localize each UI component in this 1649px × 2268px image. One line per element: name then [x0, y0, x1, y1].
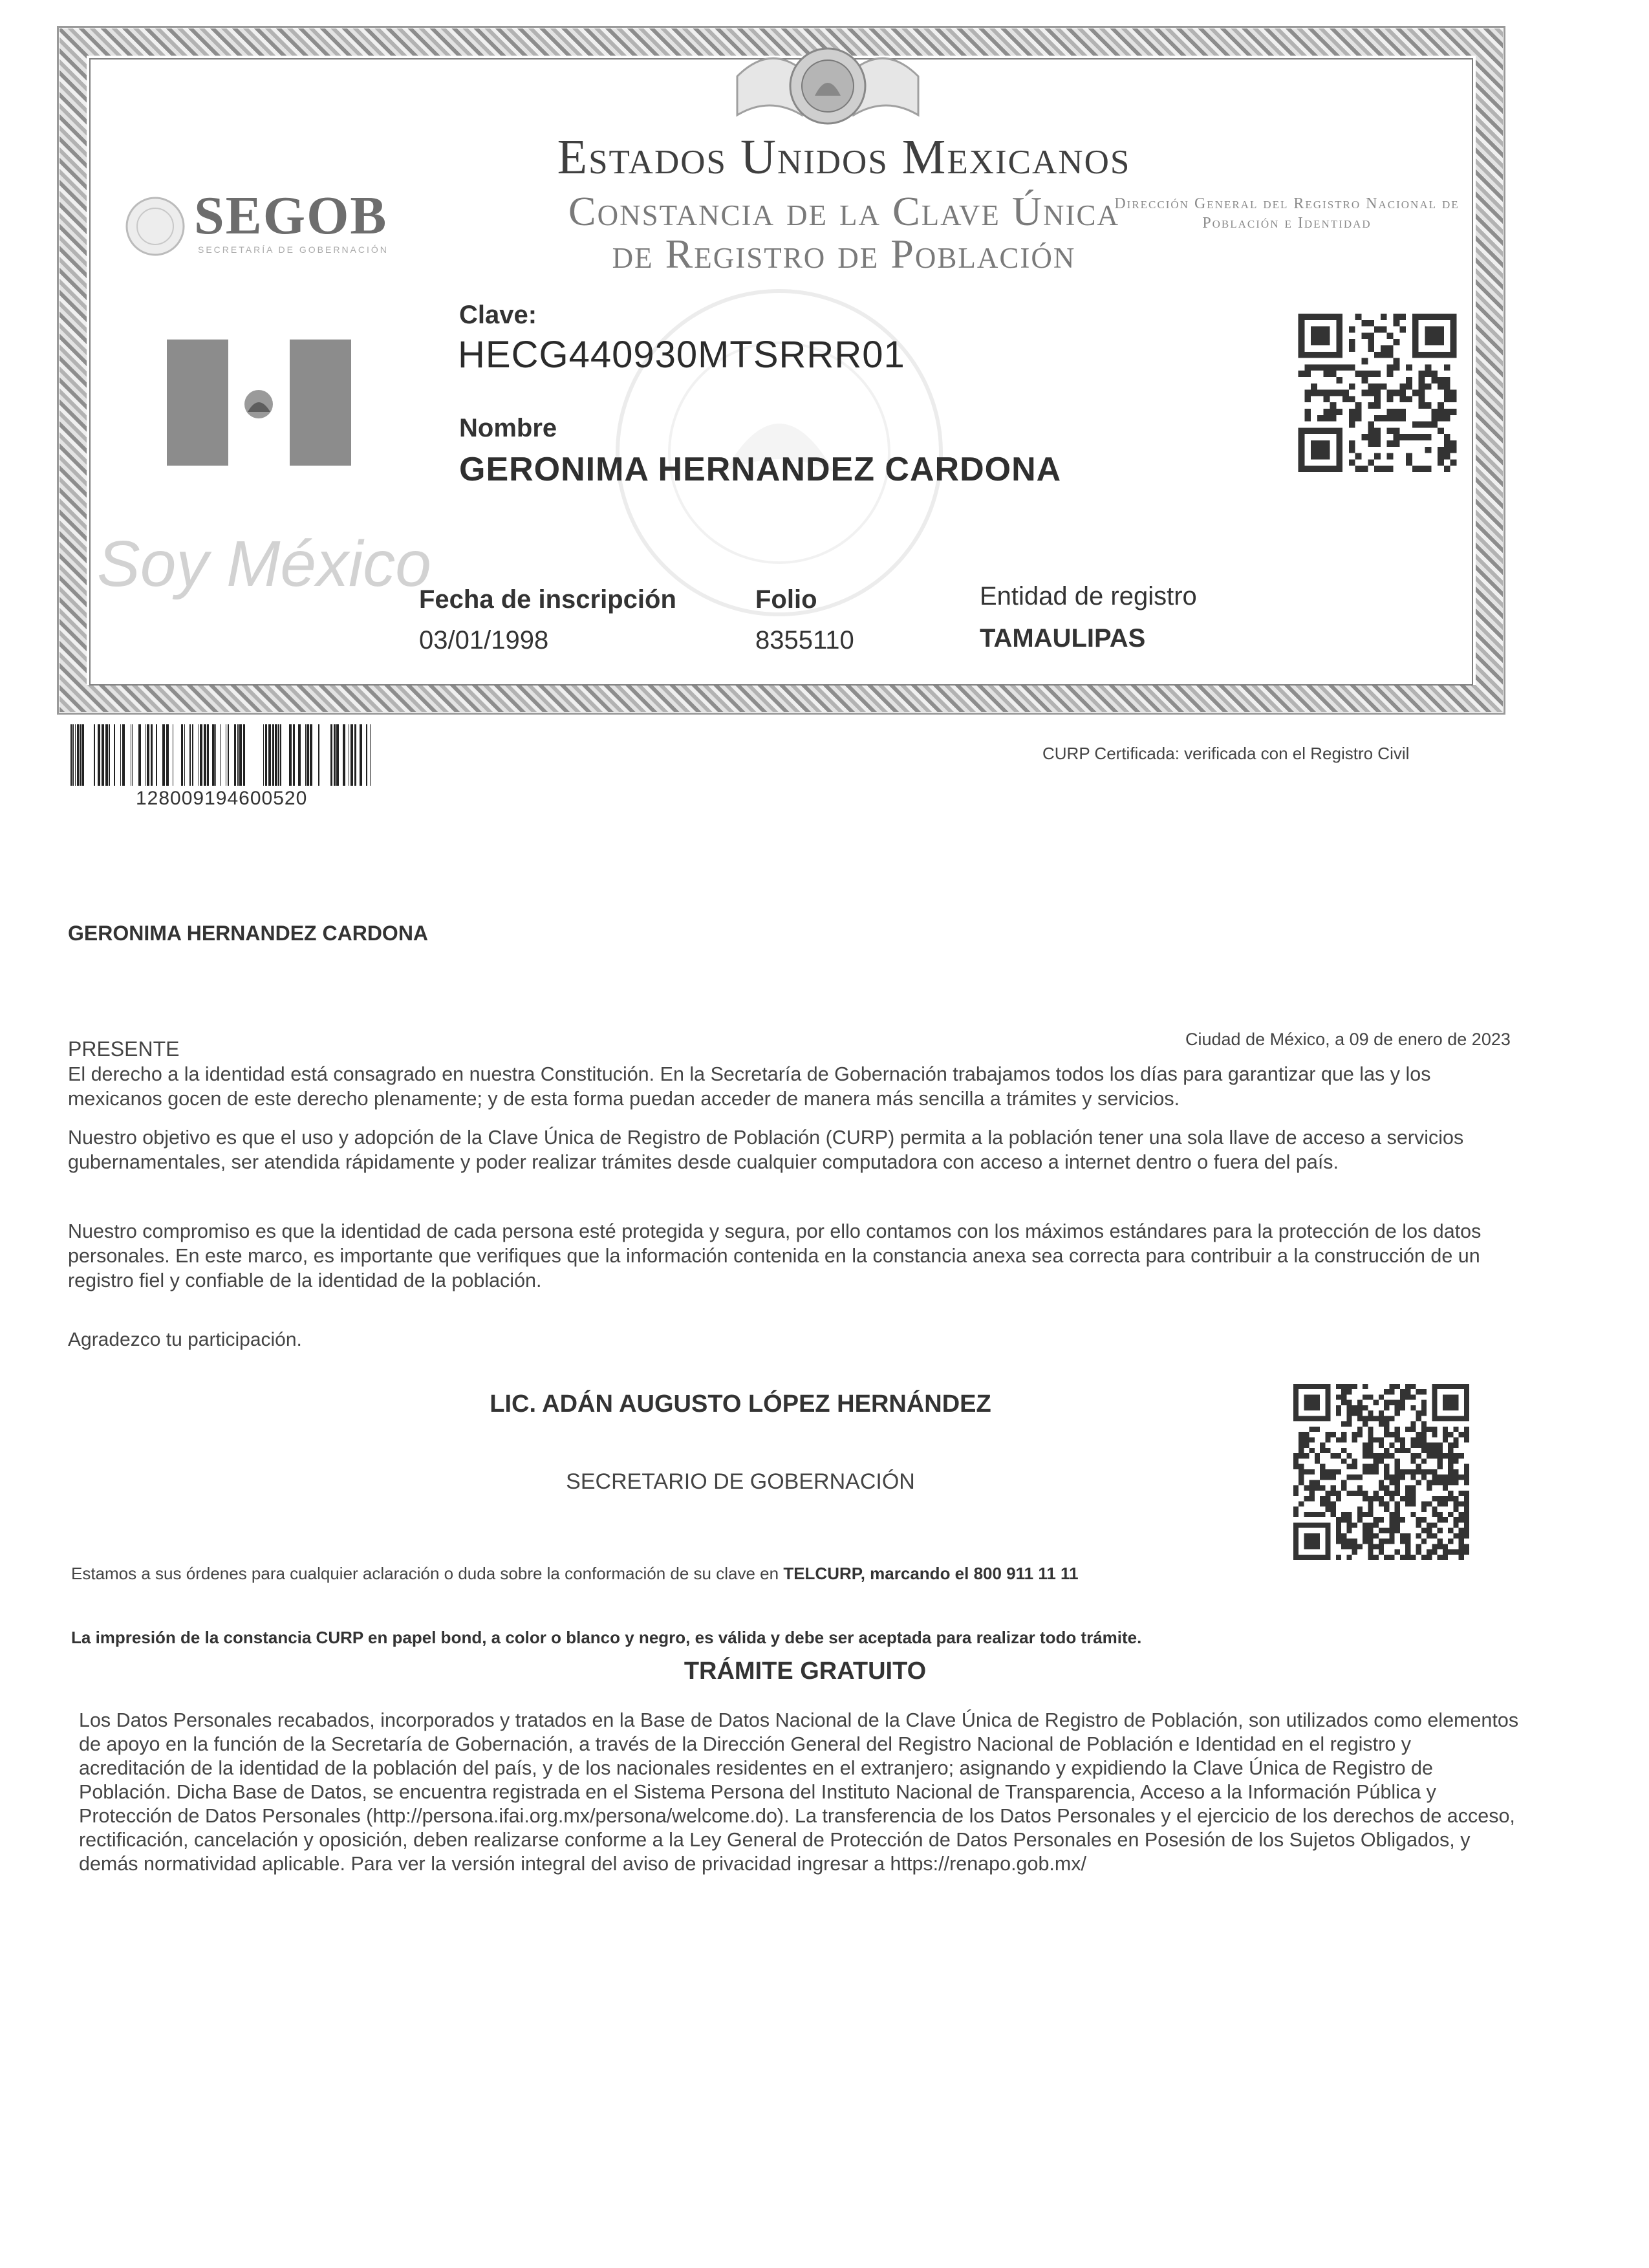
- recipient-name: GERONIMA HERNANDEZ CARDONA: [68, 922, 429, 945]
- entidad-registro-value: TAMAULIPAS: [980, 624, 1146, 653]
- segob-logo-text: SEGOB: [194, 186, 388, 246]
- print-validity-notice: La impresión de la constancia CURP en papel bond, a color o blanco y negro, es válida y debe ser aceptada para realizar todo trámite.: [71, 1628, 1142, 1647]
- mexican-flag-icon: [167, 340, 351, 466]
- document-subtitle-line2: de Registro de Población: [612, 231, 1076, 277]
- nombre-label: Nombre: [459, 414, 557, 442]
- entidad-registro-label: Entidad de registro: [980, 582, 1197, 610]
- national-seal-watermark: [569, 259, 989, 621]
- contact-note: [71, 1564, 1079, 1584]
- eagle-emblem-icon: [731, 38, 925, 141]
- barcode-number: 128009194600520: [136, 788, 308, 809]
- issuing-directorate: Dirección General del Registro Nacional de Población e Identidad: [1114, 195, 1460, 232]
- folio-label: Folio: [755, 585, 817, 614]
- segob-subtitle: SECRETARÍA DE GOBERNACIÓN: [198, 244, 389, 255]
- curp-value: HECG440930MTSRRR01: [458, 334, 905, 376]
- letter-paragraph-1: El derecho a la identidad está consagrado en nuestra Constitución. En la Secretaría de Gobernación trabajamos todos los días para garantizar que las y los mexicanos gocen de este derecho plenamente; y de esta forma puedan acceder de manera más sencilla a trámites y servicios.: [68, 1063, 1431, 1110]
- fecha-inscripcion-value: 03/01/1998: [419, 626, 549, 654]
- soy-mexico-watermark: Soy México: [97, 528, 431, 600]
- qr-code-icon: [1293, 1384, 1469, 1560]
- signer-name: LIC. ADÁN AUGUSTO LÓPEZ HERNÁNDEZ: [490, 1390, 991, 1418]
- qr-code-icon: [1297, 314, 1458, 472]
- curp-certified-note: CURP Certificada: verificada con el Registro Civil: [1042, 744, 1410, 763]
- folio-value: 8355110: [755, 626, 854, 654]
- free-procedure-heading: TRÁMITE GRATUITO: [684, 1658, 927, 1685]
- signer-position: SECRETARIO DE GOBERNACIÓN: [566, 1469, 915, 1494]
- contact-text: Estamos a sus órdenes para cualquier aclaración o duda sobre la conformación de su clave en: [71, 1564, 784, 1583]
- letter-paragraph-3: Nuestro compromiso es que la identidad de cada persona esté protegida y segura, por ello contamos con los máximos estándares para la protección de los datos personales. En este marco, es importante que verifiques que la información contenida en la constancia anexa sea correcta para contribuir a la construcción de un registro fiel y confiable de la identidad de la población.: [68, 1220, 1482, 1291]
- telcurp-phone: TELCURP, marcando el 800 911 11 11: [783, 1564, 1079, 1583]
- document-title: Estados Unidos Mexicanos: [557, 130, 1131, 184]
- document-subtitle-line1: Constancia de la Clave Única: [568, 188, 1120, 234]
- nombre-value: GERONIMA HERNANDEZ CARDONA: [459, 451, 1062, 488]
- letter-closing: Agradezco tu participación.: [68, 1329, 302, 1350]
- presente-label: PRESENTE: [68, 1037, 180, 1061]
- letter-paragraph-2: Nuestro objetivo es que el uso y adopción de la Clave Única de Registro de Población (CURP) permita a la población tener una sola llave de acceso a servicios gubernamentales, ser atendida rápidamente y poder realizar trámites desde cualquier computadora con acceso a internet dentro o fuera del país.: [68, 1127, 1464, 1173]
- barcode-icon: [69, 724, 373, 789]
- place-and-date: Ciudad de México, a 09 de enero de 2023: [1185, 1030, 1511, 1049]
- clave-label: Clave:: [459, 301, 537, 329]
- privacy-notice: Los Datos Personales recabados, incorporados y tratados en la Base de Datos Nacional de la Clave Única de Registro de Población, son utilizados como elementos de apoyo en la función de la Secretaría de Gobernación, a través de la Dirección General del Registro Nacional de Población e Identidad en el registro y acreditación de la identidad de la población del país, y de los nacionales residentes en el extranjero; asignando y expidiendo la Clave Única de Registro de Población. Dicha Base de Datos, se encuentra registrada en el Sistema Persona del Instituto Nacional de Transparencia, Acceso a la Información Pública y Protección de Datos Personales (http://persona.ifai.org.mx/persona/welcome.do). La transferencia de los Datos Personales y el ejercicio de los derechos de acceso, rectificación, cancelación y oposición, deben realizarse conforme a la Ley General de Protección de Datos Personales en Posesión de los Sujetos Obligados, y demás normatividad aplicable. Para ver la versión integral del aviso de privacidad ingresar a https://renapo.gob.mx/: [79, 1709, 1519, 1875]
- fecha-inscripcion-label: Fecha de inscripción: [419, 585, 676, 614]
